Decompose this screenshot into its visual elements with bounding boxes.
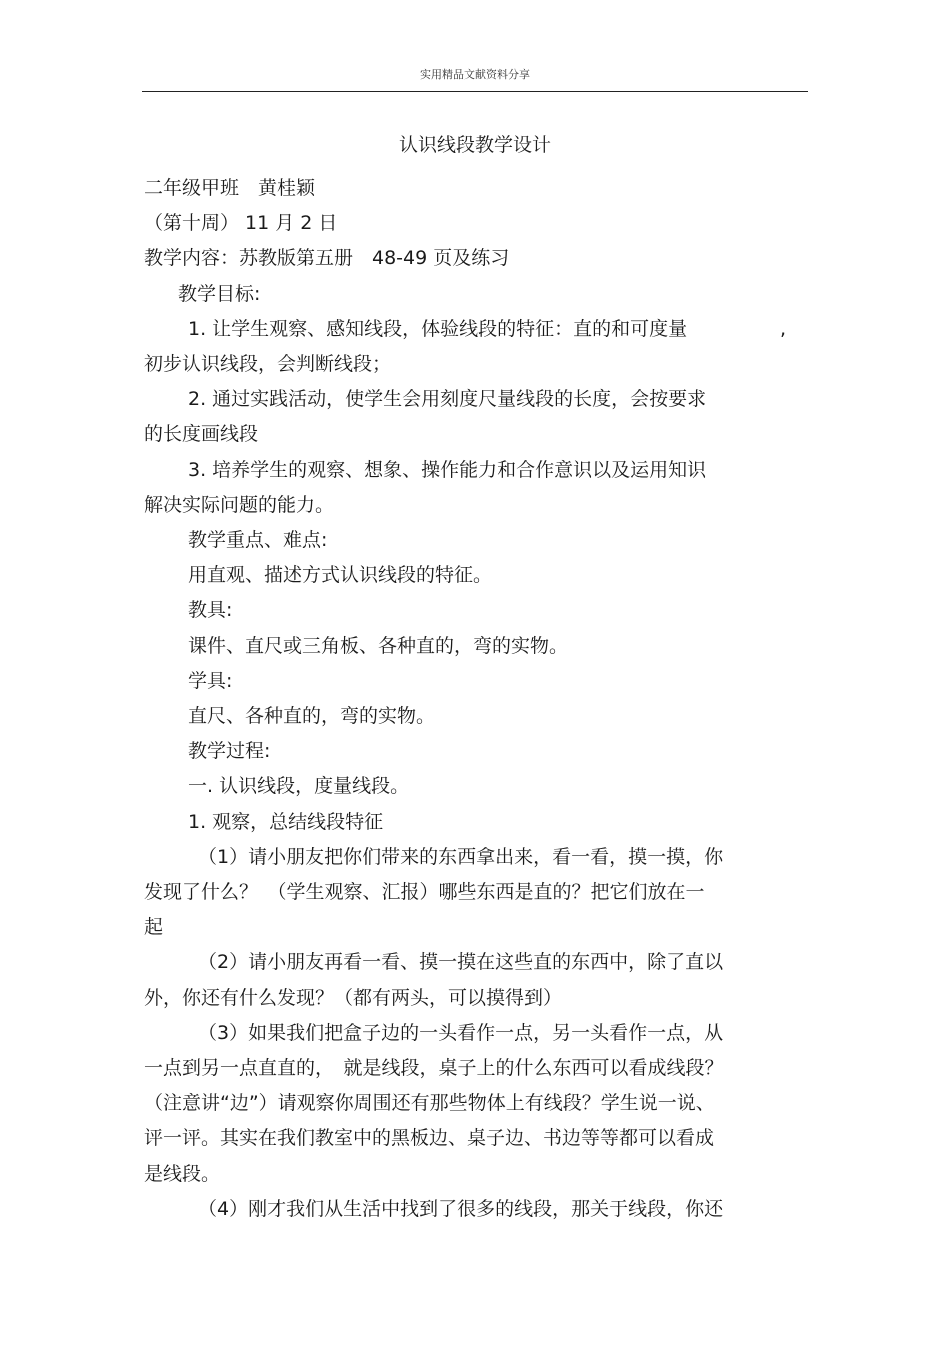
item-1-line-2: 发现了什么？ （学生观察、汇报）哪些东西是直的？把它们放在一 xyxy=(144,881,705,903)
class-teacher-line: 二年级甲班 黄桂颖 xyxy=(144,177,316,199)
document-title: 认识线段教学设计 xyxy=(398,134,551,156)
objective-2-line-1: 2. 通过实践活动，使学生会用刻度尺量线段的长度，会按要求 xyxy=(188,388,707,410)
learning-aids-heading: 学具: xyxy=(188,670,233,692)
item-1-line-3: 起 xyxy=(144,916,164,938)
teaching-aids-heading: 教具: xyxy=(188,599,233,621)
content-line: 教学内容：苏教版第五册 48-49 页及练习 xyxy=(144,247,510,269)
objective-1-comma: , xyxy=(780,318,787,340)
objectives-heading: 教学目标: xyxy=(178,283,261,305)
objective-3-line-2: 解决实际问题的能力。 xyxy=(144,494,335,516)
objective-3-line-1: 3. 培养学生的观察、想象、操作能力和合作意识以及运用知识 xyxy=(188,459,707,481)
step-1-heading: 1. 观察，总结线段特征 xyxy=(188,811,384,833)
item-3-line-3: （注意讲“边”）请观察你周围还有那些物体上有线段？学生说一说、 xyxy=(144,1092,715,1114)
item-1-line-1: （1）请小朋友把你们带来的东西拿出来，看一看，摸一摸，你 xyxy=(198,846,724,868)
item-3-line-1: （3）如果我们把盒子边的一头看作一点，另一头看作一点，从 xyxy=(198,1022,724,1044)
objective-1-line-2: 初步认识线段，会判断线段； xyxy=(144,353,392,375)
item-4-line-1: （4）刚才我们从生活中找到了很多的线段，那关于线段，你还 xyxy=(198,1198,724,1220)
teaching-aids-text: 课件、直尺或三角板、各种直的，弯的实物。 xyxy=(188,635,569,657)
key-points-text: 用直观、描述方式认识线段的特征。 xyxy=(188,564,493,586)
item-3-line-5: 是线段。 xyxy=(144,1163,221,1185)
process-heading: 教学过程: xyxy=(188,740,271,762)
key-points-heading: 教学重点、难点: xyxy=(188,529,328,551)
item-2-line-2: 外，你还有什么发现？（都有两头，可以摸得到） xyxy=(144,987,563,1009)
objective-2-line-2: 的长度画线段 xyxy=(144,423,259,445)
item-2-line-1: （2）请小朋友再看一看、摸一摸在这些直的东西中，除了直以 xyxy=(198,951,724,973)
week-date-line: （第十周） 11 月 2 日 xyxy=(144,212,338,234)
section-1-heading: 一. 认识线段，度量线段。 xyxy=(188,775,410,797)
header-rule xyxy=(142,91,808,92)
learning-aids-text: 直尺、各种直的，弯的实物。 xyxy=(188,705,436,727)
objective-1-line-1: 1. 让学生观察、感知线段，体验线段的特征：直的和可度量 xyxy=(188,318,688,340)
item-3-line-2: 一点到另一点直直的， 就是线段，桌子上的什么东西可以看成线段？ xyxy=(144,1057,724,1079)
page-header: 实用精品文献资料分享 xyxy=(420,68,530,81)
item-3-line-4: 评一评。其实在我们教室中的黑板边、桌子边、书边等等都可以看成 xyxy=(144,1127,715,1149)
